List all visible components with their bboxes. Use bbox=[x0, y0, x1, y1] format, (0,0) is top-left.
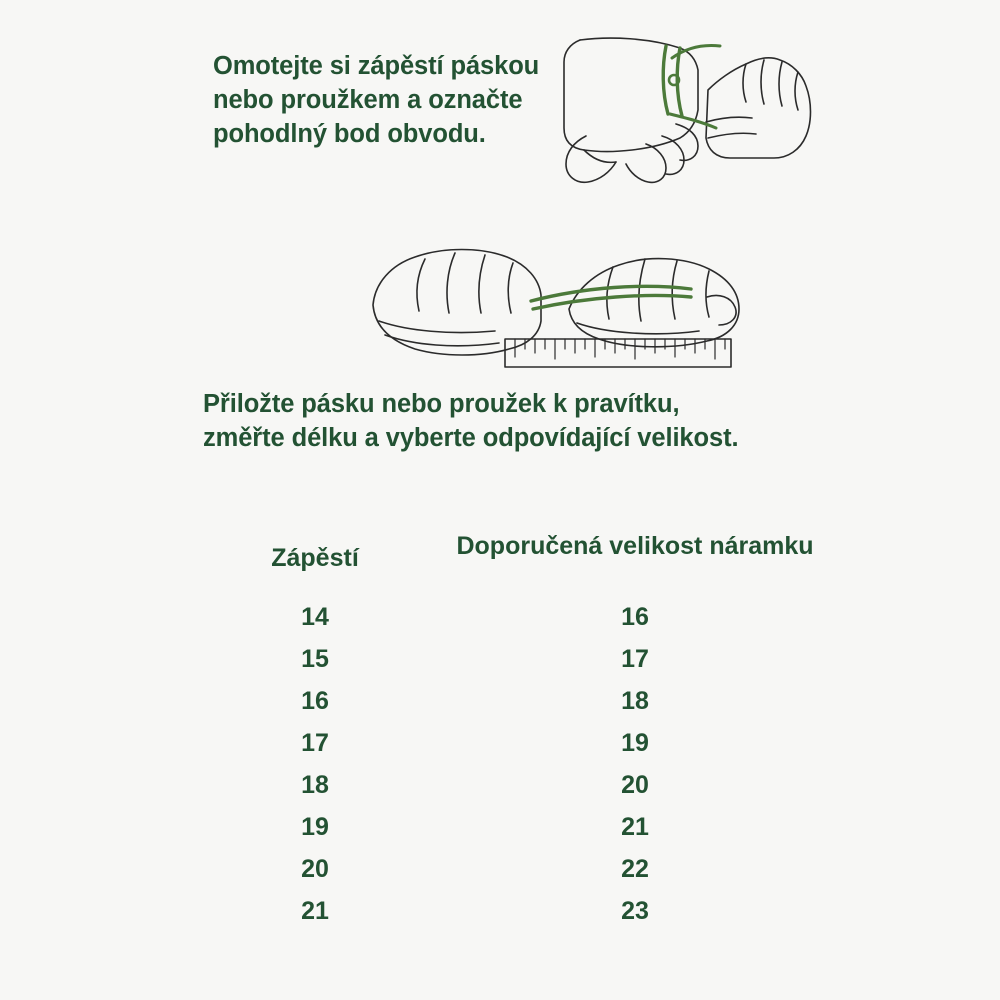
hand-wrapping-wrist-illustration bbox=[540, 18, 840, 233]
cell-bracelet: 16 bbox=[621, 603, 649, 631]
table-row bbox=[190, 765, 830, 807]
column-header-bracelet-size: Doporučená velikost náramku bbox=[456, 532, 814, 560]
table-row bbox=[190, 681, 830, 723]
table-row bbox=[190, 723, 830, 765]
cell-wrist: 19 bbox=[301, 813, 329, 841]
table-row bbox=[190, 891, 830, 933]
cell-bracelet: 23 bbox=[621, 897, 649, 925]
column-header-wrist: Zápěstí bbox=[271, 544, 359, 572]
table-header-row bbox=[190, 530, 830, 575]
cell-wrist: 16 bbox=[301, 687, 329, 715]
step-1-instruction: Omotejte si zápěstí páskou nebo proužkem a označte pohodlný bod obvodu. bbox=[213, 52, 540, 148]
cell-bracelet: 19 bbox=[621, 729, 649, 757]
table-row bbox=[190, 807, 830, 849]
cell-wrist: 17 bbox=[301, 729, 329, 757]
size-table bbox=[190, 530, 830, 933]
cell-wrist: 18 bbox=[301, 771, 329, 799]
cell-bracelet: 20 bbox=[621, 771, 649, 799]
table-body bbox=[190, 597, 830, 933]
cell-bracelet: 17 bbox=[621, 645, 649, 673]
hands-measuring-with-ruler-illustration bbox=[355, 235, 775, 385]
step-2-instruction: Přiložte pásku nebo proužek k pravítku, změřte délku a vyberte odpovídající velikost. bbox=[203, 390, 739, 452]
cell-wrist: 20 bbox=[301, 855, 329, 883]
cell-wrist: 14 bbox=[301, 603, 329, 631]
table-row bbox=[190, 849, 830, 891]
cell-bracelet: 21 bbox=[621, 813, 649, 841]
cell-wrist: 15 bbox=[301, 645, 329, 673]
table-row bbox=[190, 597, 830, 639]
cell-bracelet: 18 bbox=[621, 687, 649, 715]
table-row bbox=[190, 639, 830, 681]
cell-wrist: 21 bbox=[301, 897, 329, 925]
cell-bracelet: 22 bbox=[621, 855, 649, 883]
